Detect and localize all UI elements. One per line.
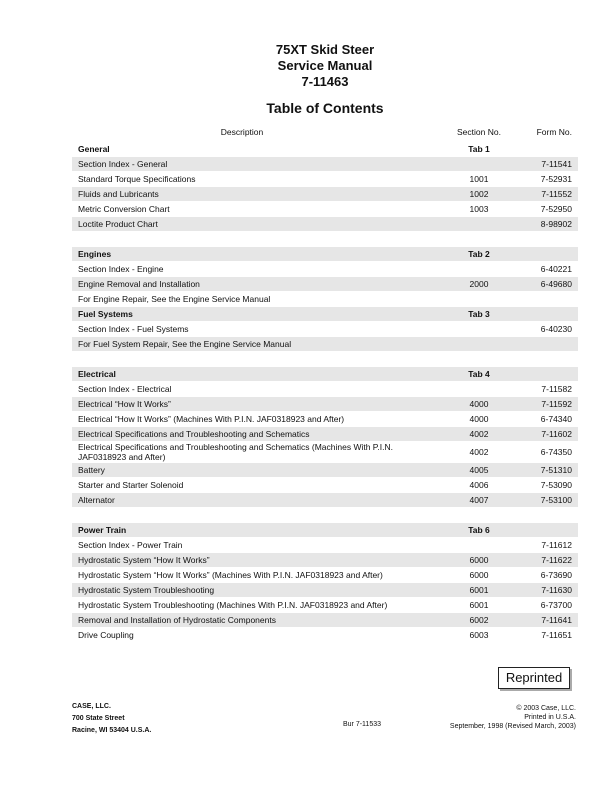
row-form-number: 7-11541 xyxy=(541,159,572,169)
row-form-number: 7-11651 xyxy=(541,630,572,640)
toc-table xyxy=(72,141,578,642)
row-section-number: 4007 xyxy=(469,495,489,505)
row-description: For Fuel System Repair, See the Engine Service Manual xyxy=(78,339,292,349)
section-header-row xyxy=(72,306,578,321)
row-section-number: 4002 xyxy=(469,447,489,457)
row-form-number: 7-11622 xyxy=(541,555,572,565)
row-section-number: 4000 xyxy=(469,414,489,424)
section-header-row xyxy=(72,246,578,261)
row-section-number: 4002 xyxy=(469,429,489,439)
row-form-number: 7-51310 xyxy=(540,465,572,475)
row-form-number: 6-74340 xyxy=(540,414,572,424)
row-section-number: 4006 xyxy=(469,480,489,490)
row-form-number: 7-53090 xyxy=(540,480,572,490)
copyright-line: © 2003 Case, LLC. xyxy=(516,705,576,712)
row-description: Hydrostatic System Troubleshooting xyxy=(78,585,215,595)
document-title xyxy=(0,42,612,90)
publisher-line: CASE, LLC. xyxy=(72,703,111,710)
row-form-number: 6-49680 xyxy=(540,279,572,289)
row-description: Hydrostatic System Troubleshooting (Machines With P.I.N. JAF0318923 and After) xyxy=(78,600,388,610)
row-section-number: 2000 xyxy=(469,279,489,289)
row-description: Electrical Specifications and Troubleshooting and Schematics xyxy=(78,429,310,439)
table-row xyxy=(72,156,578,171)
row-description: Power Train xyxy=(78,525,127,535)
row-description: Loctite Product Chart xyxy=(78,219,158,229)
row-description: Engines xyxy=(78,249,112,259)
row-description: Starter and Starter Solenoid xyxy=(78,480,184,490)
row-section-number: 6002 xyxy=(469,615,489,625)
table-row xyxy=(72,627,578,642)
row-description: Engine Removal and Installation xyxy=(78,279,200,289)
row-description: Electrical xyxy=(78,369,116,379)
title-line: 75XT Skid Steer xyxy=(275,42,375,57)
table-row xyxy=(72,462,578,477)
section-header-row xyxy=(72,366,578,381)
row-description: Removal and Installation of Hydrostatic Components xyxy=(78,615,276,625)
row-form-number: 7-11552 xyxy=(541,189,572,199)
row-form-number: 7-11602 xyxy=(541,429,572,439)
copyright-block xyxy=(450,704,576,731)
row-description: Section Index - Engine xyxy=(78,264,164,274)
table-row xyxy=(72,537,578,552)
row-description: Electrical “How It Works” xyxy=(78,399,171,409)
table-row xyxy=(72,612,578,627)
row-section-number: 6000 xyxy=(469,555,489,565)
spacer-row xyxy=(72,231,578,246)
table-header xyxy=(72,127,578,139)
table-row xyxy=(72,492,578,507)
row-form-number: 6-40230 xyxy=(540,324,572,334)
copyright-line: Printed in U.S.A. xyxy=(524,714,576,721)
table-row xyxy=(72,336,578,351)
row-section-number: Tab 2 xyxy=(468,249,490,259)
table-row xyxy=(72,216,578,231)
row-form-number: 6-73700 xyxy=(540,600,572,610)
row-section-number: Tab 6 xyxy=(468,525,490,535)
row-description: Metric Conversion Chart xyxy=(78,204,170,214)
row-form-number: 7-11582 xyxy=(541,384,572,394)
table-row xyxy=(72,171,578,186)
row-form-number: 7-11630 xyxy=(541,585,572,595)
publisher-address xyxy=(72,701,151,737)
row-description: Section Index - Power Train xyxy=(78,540,183,550)
row-section-number: 1001 xyxy=(469,174,489,184)
row-form-number: 7-11612 xyxy=(541,540,572,550)
toc-heading: Table of Contents xyxy=(266,100,384,116)
row-form-number: 7-52950 xyxy=(540,204,572,214)
section-header-row xyxy=(72,522,578,537)
row-description: Fluids and Lubricants xyxy=(78,189,159,199)
table-row xyxy=(72,396,578,411)
row-section-number: 6000 xyxy=(469,570,489,580)
row-section-number: 6001 xyxy=(469,585,489,595)
row-form-number: 7-11592 xyxy=(541,399,572,409)
row-description: Drive Coupling xyxy=(78,630,134,640)
reprinted-stamp: Reprinted xyxy=(498,667,570,689)
row-description: Hydrostatic System “How It Works” xyxy=(78,555,210,565)
table-row xyxy=(72,441,578,462)
row-form-number: 7-11641 xyxy=(541,615,572,625)
table-row xyxy=(72,201,578,216)
row-section-number: 1002 xyxy=(469,189,489,199)
row-description: Alternator xyxy=(78,495,115,505)
row-form-number: 8-98902 xyxy=(540,219,572,229)
row-description: Electrical Specifications and Troubleshooting and Schematics (Machines With P.I.N. JAF0318923 and After) xyxy=(78,442,393,462)
table-row xyxy=(72,321,578,336)
row-section-number: 4000 xyxy=(469,399,489,409)
row-form-number: 6-74350 xyxy=(540,447,572,457)
table-row xyxy=(72,291,578,306)
row-form-number: 7-53100 xyxy=(540,495,572,505)
column-header-description: Description xyxy=(220,127,264,137)
copyright-line: September, 1998 (Revised March, 2003) xyxy=(449,723,576,730)
table-row xyxy=(72,261,578,276)
row-description: Fuel Systems xyxy=(78,309,133,319)
table-row xyxy=(72,381,578,396)
publisher-line: 700 State Street xyxy=(72,715,125,722)
row-description: Hydrostatic System “How It Works” (Machines With P.I.N. JAF0318923 and After) xyxy=(78,570,383,580)
table-row xyxy=(72,597,578,612)
table-row xyxy=(72,426,578,441)
table-row xyxy=(72,276,578,291)
publisher-line: Racine, WI 53404 U.S.A. xyxy=(72,727,152,734)
title-line: 7-11463 xyxy=(301,74,349,89)
row-description: For Engine Repair, See the Engine Service Manual xyxy=(78,294,271,304)
table-row xyxy=(72,567,578,582)
table-row xyxy=(72,186,578,201)
row-section-number: Tab 1 xyxy=(468,144,490,154)
row-section-number: 1003 xyxy=(469,204,489,214)
column-header-section: Section No. xyxy=(457,127,501,137)
table-row xyxy=(72,477,578,492)
spacer-row xyxy=(72,351,578,366)
row-section-number: Tab 3 xyxy=(468,309,490,319)
row-section-number: 6003 xyxy=(469,630,489,640)
row-description: Standard Torque Specifications xyxy=(78,174,196,184)
row-description: Electrical “How It Works” (Machines With P.I.N. JAF0318923 and After) xyxy=(78,414,345,424)
row-section-number: 6001 xyxy=(469,600,489,610)
column-header-form: Form No. xyxy=(536,127,572,137)
row-description: Section Index - Electrical xyxy=(78,384,172,394)
table-row xyxy=(72,411,578,426)
row-description: Section Index - General xyxy=(78,159,168,169)
row-form-number: 6-40221 xyxy=(540,264,572,274)
row-form-number: 6-73690 xyxy=(540,570,572,580)
title-line: Service Manual xyxy=(277,58,373,73)
spacer-row xyxy=(72,507,578,522)
table-row xyxy=(72,552,578,567)
section-header-row xyxy=(72,141,578,156)
row-description: Battery xyxy=(78,465,105,475)
row-section-number: 4005 xyxy=(469,465,489,475)
table-row xyxy=(72,582,578,597)
row-description: General xyxy=(78,144,110,154)
row-description: Section Index - Fuel Systems xyxy=(78,324,189,334)
row-section-number: Tab 4 xyxy=(468,369,490,379)
form-number: Bur 7-11533 xyxy=(343,721,382,728)
row-form-number: 7-52931 xyxy=(540,174,572,184)
